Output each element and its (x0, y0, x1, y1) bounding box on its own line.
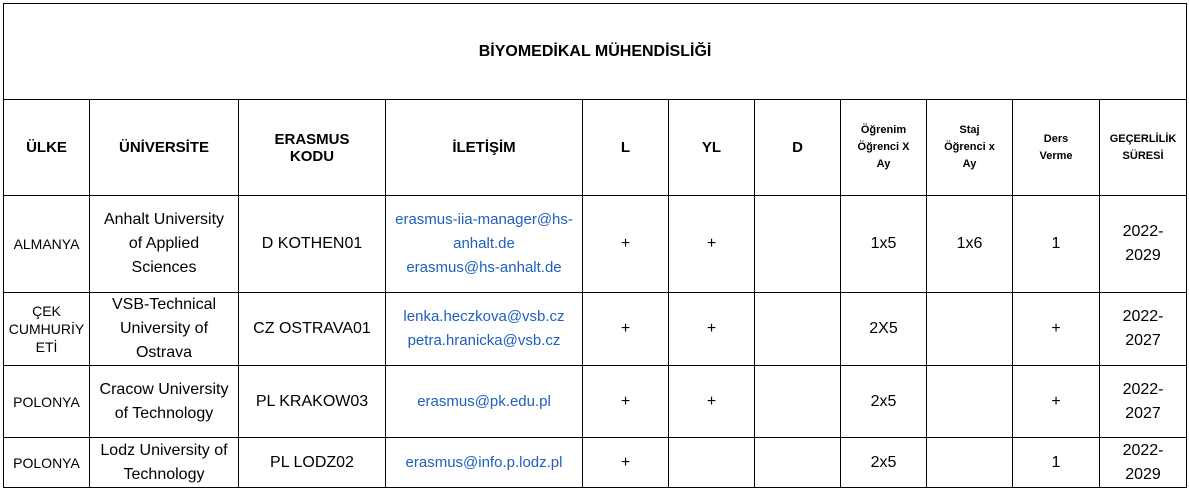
table-row (4, 366, 1187, 438)
d-cell (755, 438, 841, 488)
d-cell (755, 293, 841, 366)
header-study-line: Öğrenim (860, 124, 907, 136)
country-line: ÇEK (32, 303, 61, 319)
l-cell: + (583, 196, 669, 293)
internship-cell (927, 293, 1013, 366)
header-contact: İLETİŞİM (386, 100, 583, 196)
university-line: Technology (123, 465, 205, 483)
country-line: POLONYA (13, 454, 80, 471)
teaching-cell: 1 (1013, 438, 1100, 488)
contact-email-link[interactable]: erasmus-iia-manager@hs- (395, 211, 573, 228)
contact-cell (386, 196, 583, 293)
header-university: ÜNİVERSİTE (90, 100, 239, 196)
erasmus-code-cell: PL LODZ02 (239, 438, 386, 488)
internship-cell (927, 366, 1013, 438)
university-cell (90, 293, 239, 366)
validity-line: 2029 (1125, 465, 1161, 483)
contact-email-link[interactable]: lenka.heczkova@vsb.cz (403, 308, 565, 325)
validity-line: 2027 (1125, 332, 1161, 349)
validity-line: 2022- (1122, 441, 1164, 459)
yl-cell: + (669, 293, 755, 366)
country-line: ETİ (35, 339, 58, 355)
erasmus-code-cell: CZ OSTRAVA01 (239, 293, 386, 366)
country-cell (4, 366, 90, 438)
header-teaching-line: Verme (1039, 149, 1073, 162)
country-cell (4, 293, 90, 366)
validity-cell (1100, 196, 1187, 293)
contact-cell (386, 438, 583, 488)
study-cell: 2x5 (841, 438, 927, 488)
header-teaching-line: Ders (1043, 132, 1069, 145)
l-cell: + (583, 293, 669, 366)
validity-line: 2022- (1122, 380, 1164, 398)
university-cell (90, 196, 239, 293)
internship-cell (927, 438, 1013, 488)
country-line: CUMHURİY (8, 321, 85, 337)
internship-cell: 1x6 (927, 196, 1013, 293)
header-validity-line: GEÇERLİLİK (1109, 132, 1177, 145)
header-l: L (583, 100, 669, 196)
contact-email-link[interactable]: petra.hranicka@vsb.cz (407, 332, 561, 349)
validity-line: 2029 (1125, 247, 1161, 264)
university-line: Cracow University (99, 380, 229, 398)
header-erasmus-code-line: KODU (289, 147, 335, 165)
university-cell (90, 366, 239, 438)
contact-cell (386, 293, 583, 366)
university-line: of Applied (128, 235, 200, 252)
header-study (841, 100, 927, 196)
validity-cell (1100, 438, 1187, 488)
header-study-line: Ay (876, 158, 891, 170)
study-cell: 2x5 (841, 366, 927, 438)
country-line: ALMANYA (13, 236, 80, 252)
country-line: POLONYA (13, 393, 80, 410)
yl-cell: + (669, 196, 755, 293)
teaching-cell: + (1013, 293, 1100, 366)
exchange-table (3, 3, 1187, 488)
d-cell (755, 366, 841, 438)
header-internship-line: Ay (962, 158, 977, 170)
contact-cell (386, 366, 583, 438)
study-cell: 1x5 (841, 196, 927, 293)
validity-line: 2022- (1122, 223, 1164, 240)
contact-email-link[interactable]: anhalt.de (453, 235, 515, 252)
yl-cell (669, 438, 755, 488)
l-cell: + (583, 438, 669, 488)
university-line: of Technology (114, 404, 214, 422)
page-title: BİYOMEDİKAL MÜHENDİSLİĞİ (4, 4, 1187, 100)
header-study-line: Öğrenci X (857, 141, 910, 153)
header-row (4, 100, 1187, 196)
validity-line: 2022- (1122, 308, 1164, 325)
country-cell (4, 196, 90, 293)
header-erasmus-code-line: ERASMUS (274, 130, 350, 148)
validity-cell (1100, 366, 1187, 438)
header-internship-line: Öğrenci x (944, 141, 995, 153)
contact-email-link[interactable]: erasmus@hs-anhalt.de (406, 259, 562, 276)
university-line: University of (119, 320, 209, 337)
university-line: Anhalt University (103, 211, 225, 228)
country-cell (4, 438, 90, 488)
university-line: VSB-Technical (111, 296, 217, 313)
header-d: D (755, 100, 841, 196)
erasmus-code-cell: D KOTHEN01 (239, 196, 386, 293)
contact-email-link[interactable]: erasmus@info.p.lodz.pl (405, 453, 563, 471)
header-erasmus-code (239, 100, 386, 196)
erasmus-code-cell: PL KRAKOW03 (239, 366, 386, 438)
contact-email-link[interactable]: erasmus@pk.edu.pl (417, 392, 551, 410)
table-row (4, 196, 1187, 293)
l-cell: + (583, 366, 669, 438)
teaching-cell: 1 (1013, 196, 1100, 293)
header-country: ÜLKE (4, 100, 90, 196)
teaching-cell: + (1013, 366, 1100, 438)
header-internship-line: Staj (959, 124, 980, 136)
university-cell (90, 438, 239, 488)
table-row (4, 438, 1187, 488)
study-cell: 2X5 (841, 293, 927, 366)
header-internship (927, 100, 1013, 196)
table-row (4, 293, 1187, 366)
university-line: Ostrava (135, 344, 192, 361)
header-yl: YL (669, 100, 755, 196)
d-cell (755, 196, 841, 293)
validity-line: 2027 (1125, 404, 1161, 422)
header-teaching (1013, 100, 1100, 196)
university-line: Sciences (131, 259, 197, 276)
validity-cell (1100, 293, 1187, 366)
header-validity-line: SÜRESİ (1122, 149, 1164, 162)
yl-cell: + (669, 366, 755, 438)
header-validity (1100, 100, 1187, 196)
university-line: Lodz University of (100, 441, 228, 459)
